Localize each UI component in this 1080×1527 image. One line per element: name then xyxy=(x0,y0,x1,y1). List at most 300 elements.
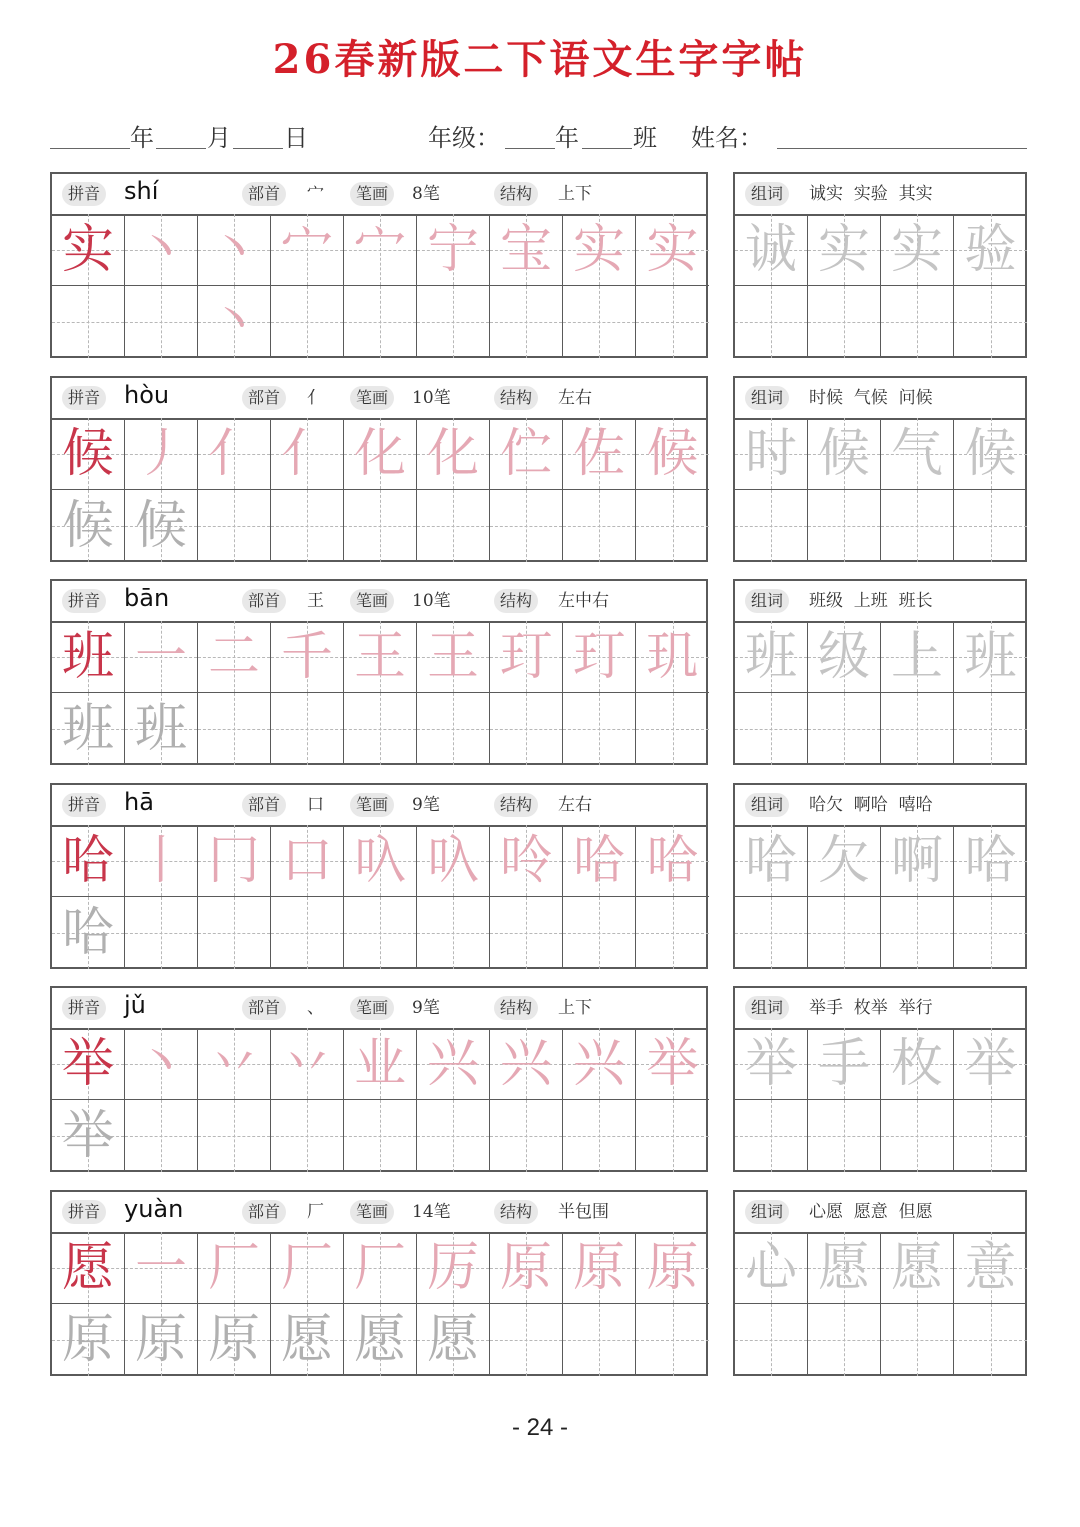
word-writing-cell[interactable] xyxy=(735,1232,808,1304)
word-trace-char: 班 xyxy=(964,627,1017,687)
jiegou-tag: 结构 xyxy=(494,589,538,613)
stroke-step-char: 丷 xyxy=(280,1034,333,1094)
bushou-tag: 部首 xyxy=(242,386,286,410)
writing-cell[interactable] xyxy=(198,693,271,765)
stroke-step-char: 候 xyxy=(646,424,699,484)
writing-cell[interactable] xyxy=(636,1100,709,1172)
writing-cell[interactable] xyxy=(125,825,198,897)
bihua-tag: 笔画 xyxy=(350,793,394,817)
ban-label: 班 xyxy=(633,124,657,152)
writing-cell[interactable] xyxy=(125,897,198,969)
writing-cell[interactable] xyxy=(271,286,344,358)
writing-cell[interactable] xyxy=(52,825,125,897)
word-info-bar xyxy=(735,1192,1025,1234)
stroke-step-char: 业 xyxy=(353,1034,406,1094)
writing-cell[interactable] xyxy=(271,1304,344,1376)
target-char: 举 xyxy=(61,1034,114,1094)
year-blank[interactable] xyxy=(50,148,130,149)
stroke-step-char: 王 xyxy=(426,627,479,687)
word-writing-cell[interactable] xyxy=(808,1100,881,1172)
writing-cell[interactable] xyxy=(271,418,344,490)
word-writing-cell[interactable] xyxy=(808,1232,881,1304)
bushou-tag: 部首 xyxy=(242,793,286,817)
word-trace-char: 验 xyxy=(964,220,1017,280)
writing-cell[interactable] xyxy=(271,214,344,286)
word-section-right xyxy=(733,986,1027,1172)
writing-cell[interactable] xyxy=(344,1232,417,1304)
writing-cell[interactable] xyxy=(563,693,636,765)
pinyin-value: hā xyxy=(124,788,154,816)
word-writing-cell[interactable] xyxy=(808,897,881,969)
jiegou-value: 左右 xyxy=(558,795,592,815)
stroke-step-char: 兴 xyxy=(426,1034,479,1094)
bihua-tag: 笔画 xyxy=(350,589,394,613)
stroke-step-char: 王 xyxy=(353,627,406,687)
writing-cell[interactable] xyxy=(417,1232,490,1304)
writing-cell[interactable] xyxy=(52,621,125,693)
word-writing-cell[interactable] xyxy=(808,1028,881,1100)
writing-cell[interactable] xyxy=(52,693,125,765)
word-writing-cell[interactable] xyxy=(735,693,808,765)
writing-cell[interactable] xyxy=(417,1100,490,1172)
word-writing-cell[interactable] xyxy=(735,897,808,969)
writing-cell[interactable] xyxy=(490,825,563,897)
stroke-step-char: 宀 xyxy=(353,220,406,280)
writing-cell[interactable] xyxy=(417,286,490,358)
char-info-bar xyxy=(52,378,706,420)
word-writing-cell[interactable] xyxy=(954,1304,1027,1376)
word-writing-cell[interactable] xyxy=(954,1028,1027,1100)
bihua-value: 10笔 xyxy=(412,591,451,611)
grade-blank[interactable] xyxy=(505,148,555,149)
writing-cell[interactable] xyxy=(198,621,271,693)
word-writing-cell[interactable] xyxy=(808,1304,881,1376)
zuci-tag: 组词 xyxy=(745,793,789,817)
stroke-step-char: 宁 xyxy=(426,220,479,280)
word-writing-cell[interactable] xyxy=(881,1232,954,1304)
word-list: 哈欠 啊哈 嘻哈 xyxy=(809,795,933,815)
writing-cell[interactable] xyxy=(344,897,417,969)
pinyin-tag: 拼音 xyxy=(62,793,106,817)
writing-cell[interactable] xyxy=(198,418,271,490)
word-writing-cell[interactable] xyxy=(954,897,1027,969)
writing-cell[interactable] xyxy=(125,1100,198,1172)
word-info-bar xyxy=(735,785,1025,827)
pinyin-value: yuàn xyxy=(124,1195,184,1223)
word-writing-cell[interactable] xyxy=(881,286,954,358)
jiegou-value: 上下 xyxy=(558,184,592,204)
page-title: 26春新版二下语文生字字帖 xyxy=(272,36,808,83)
stroke-step-char: 举 xyxy=(646,1034,699,1094)
word-writing-cell[interactable] xyxy=(881,1304,954,1376)
writing-cell[interactable] xyxy=(125,621,198,693)
trace-char: 班 xyxy=(134,699,187,759)
bushou-tag: 部首 xyxy=(242,1200,286,1224)
writing-cell[interactable] xyxy=(271,490,344,562)
writing-cell[interactable] xyxy=(52,490,125,562)
jiegou-value: 左右 xyxy=(558,388,592,408)
writing-cell[interactable] xyxy=(344,490,417,562)
stroke-step-char: 冂 xyxy=(207,831,260,891)
word-writing-cell[interactable] xyxy=(954,621,1027,693)
char-section-left xyxy=(50,783,708,969)
writing-cell[interactable] xyxy=(198,1232,271,1304)
word-writing-cell[interactable] xyxy=(735,286,808,358)
bushou-tag: 部首 xyxy=(242,996,286,1020)
writing-cell[interactable] xyxy=(490,1100,563,1172)
writing-cell[interactable] xyxy=(563,825,636,897)
word-writing-cell[interactable] xyxy=(808,490,881,562)
word-trace-char: 愿 xyxy=(817,1238,870,1298)
writing-cell[interactable] xyxy=(563,621,636,693)
stroke-step-char: 厉 xyxy=(426,1238,479,1298)
word-writing-cell[interactable] xyxy=(808,825,881,897)
word-writing-cell[interactable] xyxy=(735,418,808,490)
word-trace-char: 意 xyxy=(964,1238,1017,1298)
stroke-step-char: 玎 xyxy=(572,627,625,687)
bihua-tag: 笔画 xyxy=(350,386,394,410)
writing-cell[interactable] xyxy=(125,286,198,358)
name-label: 姓名： xyxy=(691,124,763,152)
stroke-step-char: 哈 xyxy=(646,831,699,891)
stroke-step-char: 丿 xyxy=(134,424,187,484)
class-blank[interactable] xyxy=(582,148,632,149)
word-writing-cell[interactable] xyxy=(954,825,1027,897)
writing-cell[interactable] xyxy=(344,693,417,765)
writing-cell[interactable] xyxy=(52,897,125,969)
word-writing-cell[interactable] xyxy=(881,214,954,286)
writing-cell[interactable] xyxy=(52,1304,125,1376)
writing-cell[interactable] xyxy=(52,1100,125,1172)
stroke-step-char: 化 xyxy=(353,424,406,484)
writing-cell[interactable] xyxy=(52,286,125,358)
word-writing-cell[interactable] xyxy=(808,286,881,358)
stroke-step-char: 玑 xyxy=(646,627,699,687)
pinyin-tag: 拼音 xyxy=(62,1200,106,1224)
word-writing-cell[interactable] xyxy=(954,490,1027,562)
writing-cell[interactable] xyxy=(636,490,709,562)
word-writing-cell[interactable] xyxy=(881,621,954,693)
zuci-tag: 组词 xyxy=(745,996,789,1020)
writing-cell[interactable] xyxy=(636,1304,709,1376)
writing-cell[interactable] xyxy=(490,418,563,490)
word-writing-cell[interactable] xyxy=(881,1100,954,1172)
writing-cell[interactable] xyxy=(563,1304,636,1376)
stroke-step-char: 玎 xyxy=(499,627,552,687)
trace-char: 愿 xyxy=(280,1310,333,1370)
word-writing-cell[interactable] xyxy=(735,825,808,897)
writing-cell[interactable] xyxy=(417,490,490,562)
stroke-step-char: 呤 xyxy=(499,831,552,891)
writing-cell[interactable] xyxy=(271,693,344,765)
writing-cell[interactable] xyxy=(636,286,709,358)
writing-cell[interactable] xyxy=(490,1028,563,1100)
word-writing-cell[interactable] xyxy=(808,693,881,765)
pinyin-value: bān xyxy=(124,584,170,612)
char-section-left xyxy=(50,1190,708,1376)
writing-cell[interactable] xyxy=(636,1028,709,1100)
writing-cell[interactable] xyxy=(198,897,271,969)
bihua-tag: 笔画 xyxy=(350,182,394,206)
writing-cell[interactable] xyxy=(490,286,563,358)
bushou-tag: 部首 xyxy=(242,589,286,613)
jiegou-value: 半包围 xyxy=(558,1202,609,1222)
word-writing-cell[interactable] xyxy=(954,1100,1027,1172)
word-trace-char: 举 xyxy=(744,1034,797,1094)
stroke-step-char: 丶 xyxy=(134,1034,187,1094)
stroke-step-char: 兴 xyxy=(499,1034,552,1094)
writing-cell[interactable] xyxy=(417,1304,490,1376)
stroke-step-char: 伫 xyxy=(499,424,552,484)
month-blank[interactable] xyxy=(156,148,206,149)
stroke-step-char: 原 xyxy=(572,1238,625,1298)
writing-cell[interactable] xyxy=(636,825,709,897)
word-writing-cell[interactable] xyxy=(735,1304,808,1376)
char-section-left xyxy=(50,376,708,562)
char-info-bar xyxy=(52,785,706,827)
writing-cell[interactable] xyxy=(563,1100,636,1172)
word-trace-char: 实 xyxy=(890,220,943,280)
writing-cell[interactable] xyxy=(490,693,563,765)
bushou-value: 厂 xyxy=(307,1202,324,1222)
writing-cell[interactable] xyxy=(563,286,636,358)
target-char: 哈 xyxy=(61,831,114,891)
word-trace-char: 啊 xyxy=(890,831,943,891)
word-list: 时候 气候 问候 xyxy=(809,388,933,408)
writing-cell[interactable] xyxy=(417,214,490,286)
word-info-bar xyxy=(735,581,1025,623)
writing-cell[interactable] xyxy=(417,825,490,897)
writing-cell[interactable] xyxy=(563,418,636,490)
word-section-right xyxy=(733,172,1027,358)
writing-cell[interactable] xyxy=(563,897,636,969)
word-writing-cell[interactable] xyxy=(735,490,808,562)
jiegou-value: 上下 xyxy=(558,998,592,1018)
writing-cell[interactable] xyxy=(125,214,198,286)
writing-cell[interactable] xyxy=(52,1232,125,1304)
day-label: 日 xyxy=(284,124,308,152)
writing-cell[interactable] xyxy=(198,1100,271,1172)
writing-cell[interactable] xyxy=(125,490,198,562)
writing-cell[interactable] xyxy=(271,1232,344,1304)
word-writing-cell[interactable] xyxy=(881,693,954,765)
stroke-step-char: 佐 xyxy=(572,424,625,484)
writing-cell[interactable] xyxy=(271,825,344,897)
word-trace-char: 哈 xyxy=(964,831,1017,891)
writing-cell[interactable] xyxy=(636,693,709,765)
word-trace-char: 时 xyxy=(744,424,797,484)
zuci-tag: 组词 xyxy=(745,386,789,410)
word-trace-char: 举 xyxy=(964,1034,1017,1094)
word-writing-cell[interactable] xyxy=(881,897,954,969)
char-section-left xyxy=(50,986,708,1172)
word-section-right xyxy=(733,579,1027,765)
bihua-value: 14笔 xyxy=(412,1202,451,1222)
writing-cell[interactable] xyxy=(271,1100,344,1172)
stroke-step-char: 丨 xyxy=(134,831,187,891)
bihua-value: 8笔 xyxy=(412,184,440,204)
word-trace-char: 心 xyxy=(744,1238,797,1298)
page-number: - 24 - xyxy=(511,1414,568,1441)
writing-cell[interactable] xyxy=(125,418,198,490)
jiegou-value: 左中右 xyxy=(558,591,609,611)
word-trace-char: 候 xyxy=(964,424,1017,484)
stroke-step-char: 丶 xyxy=(134,220,187,280)
writing-cell[interactable] xyxy=(344,286,417,358)
pinyin-value: hòu xyxy=(124,381,170,409)
writing-cell[interactable] xyxy=(271,621,344,693)
writing-cell[interactable] xyxy=(490,214,563,286)
word-trace-char: 枚 xyxy=(890,1034,943,1094)
target-char: 愿 xyxy=(61,1238,114,1298)
word-info-bar xyxy=(735,988,1025,1030)
writing-cell[interactable] xyxy=(198,490,271,562)
bihua-tag: 笔画 xyxy=(350,1200,394,1224)
trace-char: 候 xyxy=(134,496,187,556)
target-char: 候 xyxy=(61,424,114,484)
pinyin-value: shí xyxy=(124,177,159,205)
bushou-value: 亻 xyxy=(307,388,324,408)
bushou-tag: 部首 xyxy=(242,182,286,206)
writing-cell[interactable] xyxy=(344,418,417,490)
word-info-bar xyxy=(735,378,1025,420)
word-writing-cell[interactable] xyxy=(954,693,1027,765)
word-section-right xyxy=(733,376,1027,562)
word-writing-cell[interactable] xyxy=(808,214,881,286)
word-writing-cell[interactable] xyxy=(735,1028,808,1100)
pinyin-tag: 拼音 xyxy=(62,996,106,1020)
word-writing-cell[interactable] xyxy=(735,214,808,286)
word-trace-char: 上 xyxy=(890,627,943,687)
bushou-value: 宀 xyxy=(307,184,324,204)
stroke-step-char: 兴 xyxy=(572,1034,625,1094)
trace-char: 原 xyxy=(207,1310,260,1370)
word-list: 举手 枚举 举行 xyxy=(809,998,933,1018)
writing-cell[interactable] xyxy=(344,1028,417,1100)
stroke-step-char: 丷 xyxy=(207,1034,260,1094)
writing-cell[interactable] xyxy=(125,1028,198,1100)
trace-char: 愿 xyxy=(426,1310,479,1370)
word-trace-char: 欠 xyxy=(817,831,870,891)
writing-cell[interactable] xyxy=(490,1232,563,1304)
stroke-step-char: 实 xyxy=(572,220,625,280)
writing-cell[interactable] xyxy=(271,1028,344,1100)
writing-cell[interactable] xyxy=(198,214,271,352)
trace-char: 愿 xyxy=(353,1310,406,1370)
writing-cell[interactable] xyxy=(417,1028,490,1100)
word-trace-char: 愿 xyxy=(890,1238,943,1298)
writing-cell[interactable] xyxy=(636,418,709,490)
writing-cell[interactable] xyxy=(563,214,636,286)
writing-cell[interactable] xyxy=(344,1100,417,1172)
char-info-bar xyxy=(52,1192,706,1234)
stroke-step-char: 原 xyxy=(646,1238,699,1298)
writing-cell[interactable] xyxy=(125,1232,198,1304)
writing-cell[interactable] xyxy=(417,693,490,765)
writing-cell[interactable] xyxy=(52,1028,125,1100)
word-writing-cell[interactable] xyxy=(735,621,808,693)
writing-cell[interactable] xyxy=(52,418,125,490)
writing-cell[interactable] xyxy=(344,621,417,693)
writing-cell[interactable] xyxy=(636,621,709,693)
stroke-step-char: 厂 xyxy=(207,1238,260,1298)
writing-cell[interactable] xyxy=(563,490,636,562)
writing-cell[interactable] xyxy=(344,214,417,286)
writing-cell[interactable] xyxy=(198,1028,271,1100)
bushou-value: 王 xyxy=(307,591,324,611)
word-writing-cell[interactable] xyxy=(954,214,1027,286)
writing-cell[interactable] xyxy=(490,490,563,562)
word-writing-cell[interactable] xyxy=(881,490,954,562)
writing-cell[interactable] xyxy=(198,825,271,897)
word-writing-cell[interactable] xyxy=(735,1100,808,1172)
writing-cell[interactable] xyxy=(490,1304,563,1376)
word-writing-cell[interactable] xyxy=(808,418,881,490)
writing-cell[interactable] xyxy=(417,418,490,490)
word-writing-cell[interactable] xyxy=(954,1232,1027,1304)
nian-label: 年 xyxy=(555,124,579,152)
writing-cell[interactable] xyxy=(271,897,344,969)
stroke-step-char: 叺 xyxy=(426,831,479,891)
word-writing-cell[interactable] xyxy=(808,621,881,693)
stroke-step-char: 二 xyxy=(207,627,260,687)
writing-cell[interactable] xyxy=(344,825,417,897)
word-trace-char: 候 xyxy=(817,424,870,484)
stroke-step-char: 叺 xyxy=(353,831,406,891)
writing-cell[interactable] xyxy=(563,1028,636,1100)
writing-cell[interactable] xyxy=(52,214,125,286)
writing-cell[interactable] xyxy=(636,1232,709,1304)
writing-cell[interactable] xyxy=(417,897,490,969)
word-list: 心愿 愿意 但愿 xyxy=(809,1202,933,1222)
word-writing-cell[interactable] xyxy=(881,825,954,897)
writing-cell[interactable] xyxy=(198,1304,271,1376)
writing-cell[interactable] xyxy=(636,214,709,286)
word-trace-char: 班 xyxy=(744,627,797,687)
pinyin-tag: 拼音 xyxy=(62,182,106,206)
bihua-value: 9笔 xyxy=(412,795,440,815)
writing-cell[interactable] xyxy=(198,286,271,358)
word-list: 班级 上班 班长 xyxy=(809,591,933,611)
writing-cell[interactable] xyxy=(417,621,490,693)
word-writing-cell[interactable] xyxy=(954,418,1027,490)
word-section-right xyxy=(733,1190,1027,1376)
word-list: 诚实 实验 其实 xyxy=(809,184,933,204)
word-writing-cell[interactable] xyxy=(954,286,1027,358)
jiegou-tag: 结构 xyxy=(494,1200,538,1224)
name-blank[interactable] xyxy=(777,148,1027,149)
bushou-value: 、 xyxy=(307,998,324,1018)
stroke-step-char: 亻 xyxy=(280,424,333,484)
writing-cell[interactable] xyxy=(636,897,709,969)
trace-char: 举 xyxy=(61,1106,114,1166)
stroke-step-char: 化 xyxy=(426,424,479,484)
writing-cell[interactable] xyxy=(490,621,563,693)
word-writing-cell[interactable] xyxy=(881,418,954,490)
stroke-step-char: 千 xyxy=(280,627,333,687)
writing-cell[interactable] xyxy=(563,1232,636,1304)
word-trace-char: 实 xyxy=(817,220,870,280)
trace-char: 哈 xyxy=(61,903,114,963)
day-blank[interactable] xyxy=(233,148,283,149)
writing-cell[interactable] xyxy=(344,1304,417,1376)
word-writing-cell[interactable] xyxy=(881,1028,954,1100)
writing-cell[interactable] xyxy=(125,693,198,765)
trace-char: 班 xyxy=(61,699,114,759)
trace-char: 原 xyxy=(134,1310,187,1370)
writing-cell[interactable] xyxy=(125,1304,198,1376)
writing-cell[interactable] xyxy=(490,897,563,969)
